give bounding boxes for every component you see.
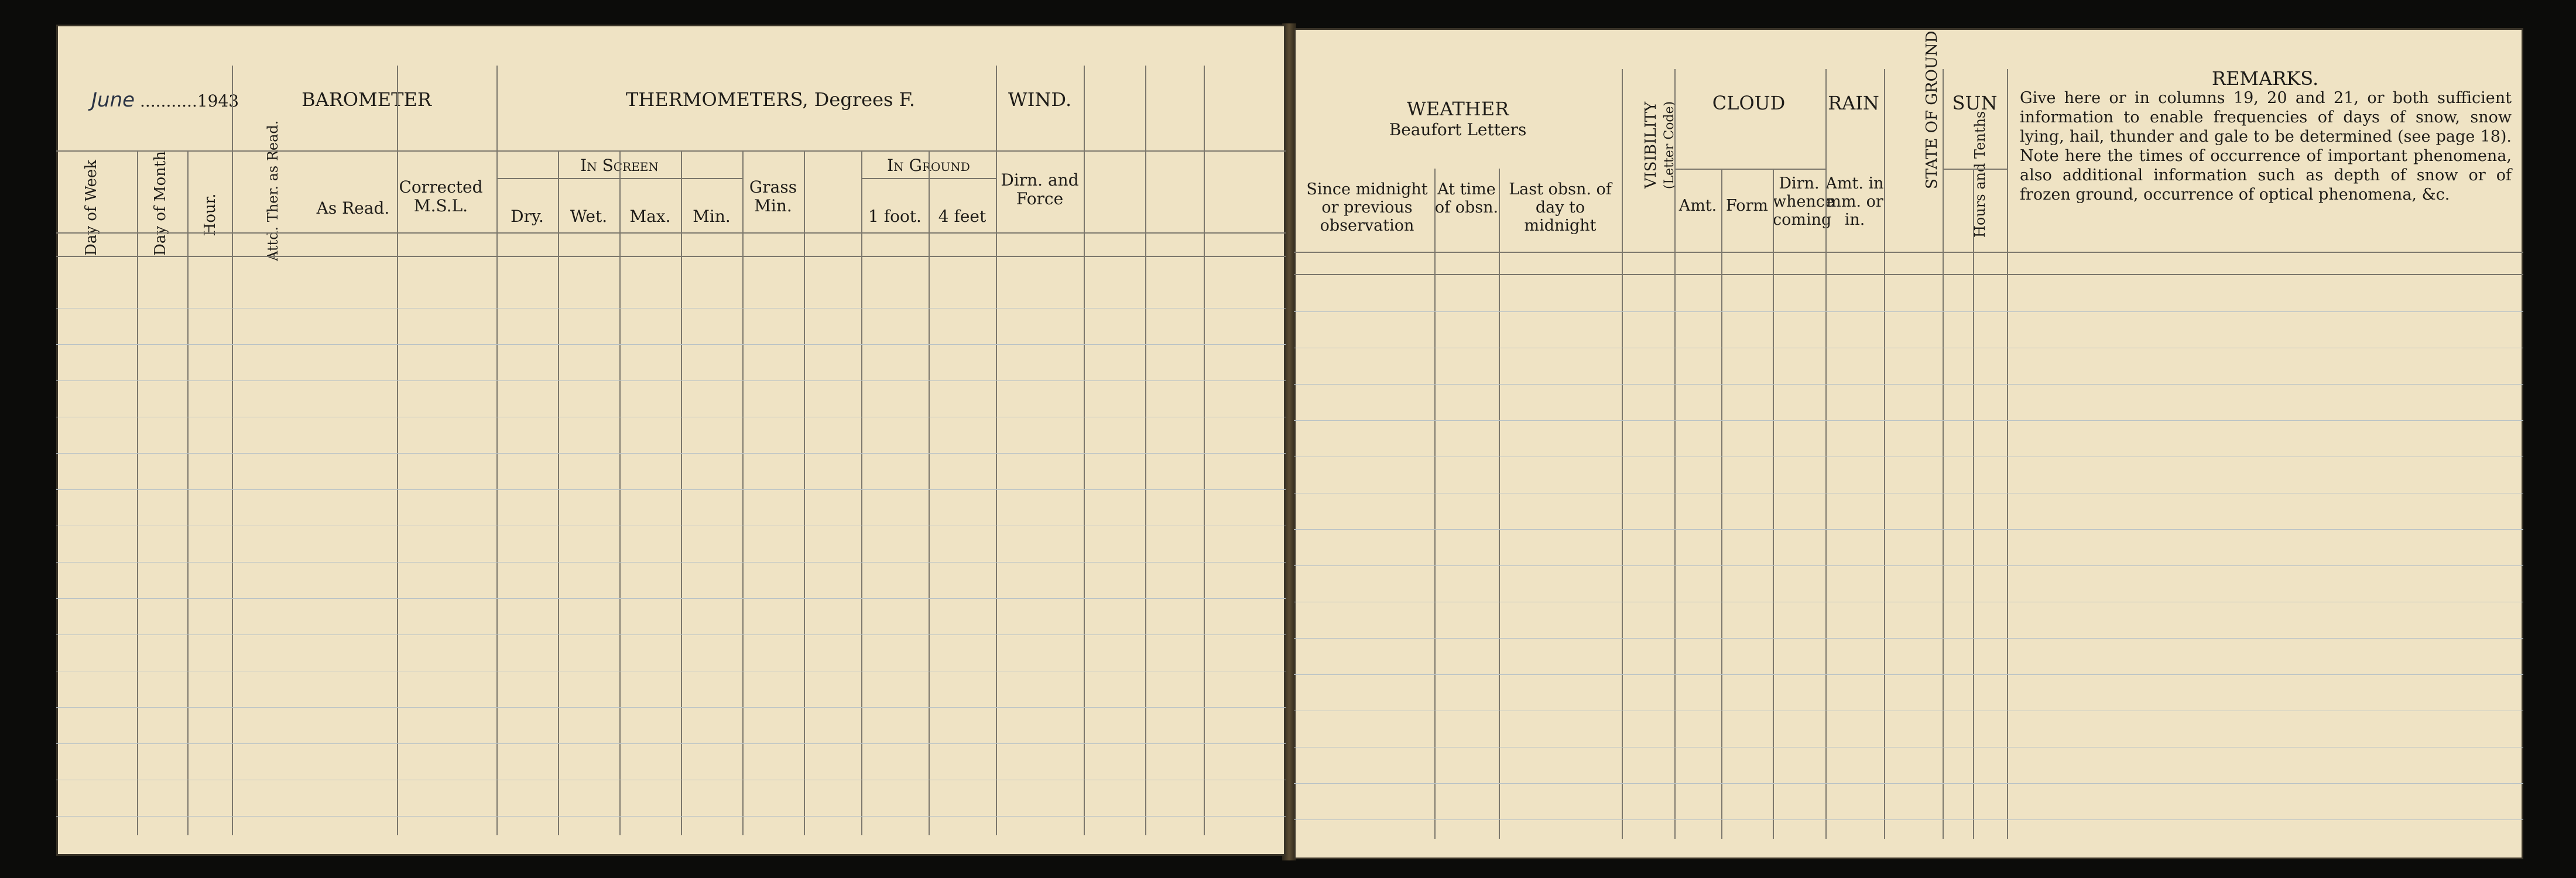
table-row	[56, 313, 1286, 349]
table-row	[56, 530, 1286, 567]
visibility-title: VISIBILITY	[1642, 101, 1660, 189]
header-hours-tenths: Hours and Tenths	[1972, 111, 1988, 238]
rule	[1943, 169, 2007, 170]
right-page	[1294, 28, 2523, 859]
year-label	[91, 89, 239, 112]
header-min: Min.	[693, 207, 731, 226]
header-day-of-month: Day of Month	[152, 150, 169, 256]
table-row	[1294, 498, 2523, 534]
sun-group-title: SUN	[1952, 92, 1998, 114]
visibility-header	[1642, 87, 1677, 204]
header-dry: Dry.	[511, 207, 544, 226]
table-row	[1294, 461, 2523, 498]
beaufort-subtitle: Beaufort Letters	[1389, 120, 1527, 139]
table-row	[56, 784, 1286, 821]
header-cloud-form: Form	[1725, 197, 1769, 215]
table-row	[1294, 606, 2523, 643]
table-row	[1294, 316, 2523, 352]
table-row	[1294, 425, 2523, 461]
table-row	[56, 603, 1286, 639]
table-row	[56, 385, 1286, 421]
year-text: ...........1943	[139, 91, 239, 111]
left-page	[56, 25, 1286, 856]
month-handwritten: June	[91, 88, 135, 112]
table-row	[56, 567, 1286, 603]
table-row	[1294, 679, 2523, 715]
table-row	[1294, 534, 2523, 570]
header-corrected: Corrected M.S.L.	[399, 177, 483, 216]
header-max: Max.	[629, 207, 671, 226]
rule	[2007, 252, 2523, 253]
table-row	[56, 639, 1286, 675]
header-hour: Hour.	[201, 193, 219, 236]
weather-group-title: WEATHER	[1406, 98, 1509, 120]
table-row	[56, 712, 1286, 748]
header-wet: Wet.	[570, 207, 608, 226]
thermometers-group-title: THERMOMETERS, Degrees F.	[626, 88, 915, 111]
header-as-read: As Read.	[316, 198, 390, 218]
table-row	[1294, 352, 2523, 389]
rule	[861, 178, 996, 179]
header-grass-min: Grass Min.	[749, 177, 797, 216]
header-1-foot: 1 foot.	[868, 207, 922, 226]
rule	[1674, 169, 1825, 170]
table-row	[1294, 643, 2523, 679]
header-dirn-force: Dirn. and Force	[1001, 170, 1079, 209]
table-row	[1294, 715, 2523, 752]
table-row	[1294, 280, 2523, 316]
header-cloud-amt: Amt.	[1678, 197, 1717, 215]
table-row	[1294, 788, 2523, 824]
header-dirn-whence: Dirn. whence coming	[1773, 174, 1834, 229]
rule	[56, 256, 1286, 257]
table-row	[56, 675, 1286, 712]
cloud-group-title: CLOUD	[1712, 92, 1786, 114]
table-row	[1294, 570, 2523, 606]
rule	[56, 232, 1286, 234]
rule	[1294, 252, 2007, 253]
table-row	[56, 349, 1286, 385]
wind-group-title: WIND.	[1008, 88, 1072, 111]
in-ground-subgroup: In Ground	[887, 156, 970, 175]
header-4-feet: 4 feet	[938, 207, 986, 226]
header-attd-ther: Attd. Ther. as Read.	[265, 120, 281, 261]
table-row	[56, 494, 1286, 530]
table-row	[56, 458, 1286, 494]
header-rain-amt: Amt. in mm. or in.	[1825, 174, 1884, 229]
visibility-subtitle: (Letter Code)	[1662, 101, 1677, 190]
header-at-time: At time of obsn.	[1434, 180, 1499, 217]
rule	[1294, 274, 2523, 275]
state-of-ground-header: STATE OF GROUND	[1923, 30, 1941, 189]
table-row	[56, 421, 1286, 458]
remarks-instructions: Give here or in columns 19, 20 and 21, or both sufficient information to enable frequencies of days of snow, snow lying, hail, thunder and gale to be determined (see page 18). Note here the times of occurrence of important phenomena, also additional information such as depth of snow or of frozen ground, occurrence of optical phenomena, &c.	[2020, 89, 2512, 204]
header-day-of-week: Day of Week	[83, 160, 100, 256]
rule	[496, 178, 742, 179]
table-row	[56, 748, 1286, 784]
table-row	[1294, 752, 2523, 788]
rule	[56, 150, 1286, 152]
header-since-midnight: Since midnight or previous observation	[1306, 180, 1428, 235]
remarks-title: REMARKS.	[2211, 67, 2319, 90]
table-row	[56, 276, 1286, 313]
in-screen-subgroup: In Screen	[580, 156, 659, 175]
header-last-obsn: Last obsn. of day to midnight	[1509, 180, 1612, 235]
rain-group-title: RAIN	[1828, 92, 1879, 114]
table-row	[1294, 389, 2523, 425]
barometer-group-title: BAROMETER	[302, 88, 431, 111]
